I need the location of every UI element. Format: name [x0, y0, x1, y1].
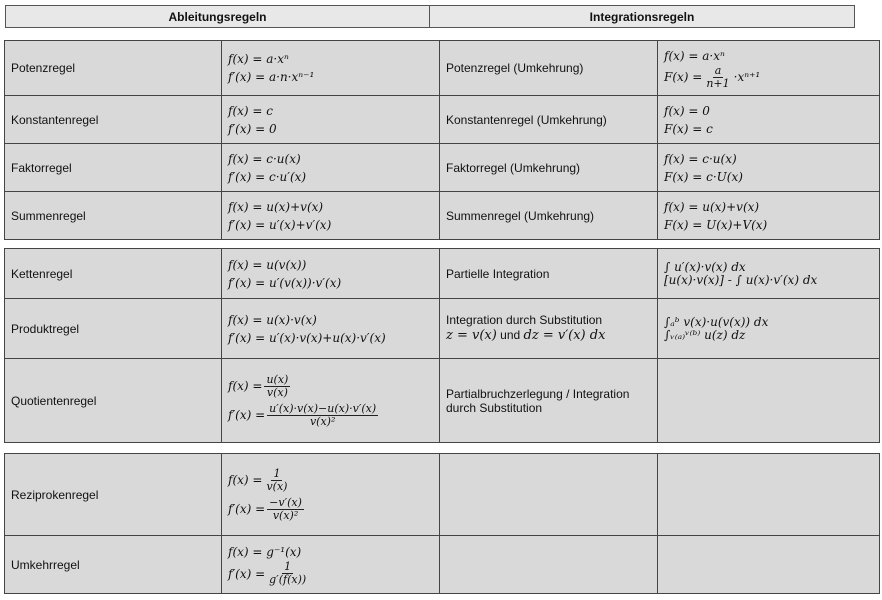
formula-line — [664, 65, 873, 90]
formula-line — [228, 374, 433, 399]
table-row — [5, 454, 880, 536]
denominator: v(x) — [266, 479, 288, 493]
derivative-formula — [222, 144, 440, 192]
formula-line: f(x) = c·u(x) — [228, 151, 301, 166]
formula-part: f′(x) = — [228, 566, 266, 581]
header-integrationsregeln: Integrationsregeln — [589, 9, 695, 24]
formula-line — [228, 497, 433, 522]
empty-cell — [658, 536, 880, 594]
formula-line: f(x) = a·xⁿ — [228, 52, 289, 66]
rule-name: Produktregel — [5, 299, 222, 359]
formula-line: f′(x) = c·u′(x) — [228, 169, 307, 184]
formula-line: f(x) = u(x)+v(x) — [664, 199, 760, 214]
rules-table-composite — [4, 248, 880, 443]
table-row — [5, 192, 880, 240]
formula-part: F(x) = — [664, 70, 703, 84]
empty-cell — [440, 536, 658, 594]
integration-rule-name: Potenzregel (Umkehrung) — [440, 41, 658, 96]
rule-name: Reziprokenregel — [5, 454, 222, 536]
rules-table-basic — [4, 40, 880, 240]
integration-rule-name: Summenregel (Umkehrung) — [440, 192, 658, 240]
integration-formula — [658, 144, 880, 192]
rule-name: Potenzregel — [5, 41, 222, 96]
formula-line — [228, 403, 433, 428]
formula-part: z = v(x) — [446, 327, 497, 343]
fraction — [264, 468, 289, 493]
denominator: v(x) — [266, 385, 288, 399]
integration-formula — [658, 299, 880, 359]
formula-line: ∫ᵥ₍ₐ₎ᵛ⁽ᵇ⁾ u(z) dz — [664, 327, 746, 342]
formula-line: F(x) = c·U(x) — [664, 169, 743, 184]
formula-line: [u(x)·v(x)] - ∫ u(x)·v′(x) dx — [664, 272, 818, 287]
substitution-line — [446, 327, 651, 345]
fraction — [267, 403, 378, 428]
formula-line: f(x) = u(v(x)) — [228, 257, 307, 272]
empty-cell — [440, 454, 658, 536]
formula-line: ∫ₐᵇ v(x)·u(v(x)) dx — [664, 314, 769, 329]
table-row — [5, 96, 880, 144]
integration-rule-name: Partielle Integration — [440, 249, 658, 299]
table-row — [5, 144, 880, 192]
denominator: v(x)² — [309, 414, 336, 428]
fraction — [267, 561, 308, 586]
formula-line: f(x) = u(x)·v(x) — [228, 312, 317, 327]
connector-text: und — [496, 327, 524, 342]
integration-rule-name: Konstantenregel (Umkehrung) — [440, 96, 658, 144]
fraction — [704, 65, 731, 90]
derivative-formula — [222, 299, 440, 359]
integration-rule-label: Integration durch Substitution — [446, 312, 603, 327]
formula-part: ·xⁿ⁺¹ — [733, 70, 761, 84]
derivative-formula — [222, 536, 440, 594]
formula-line: f′(x) = u′(x)+v′(x) — [228, 217, 332, 232]
formula-line — [228, 468, 433, 493]
integration-formula — [658, 249, 880, 299]
formula-line: f(x) = 0 — [664, 103, 710, 118]
formula-part: f(x) = — [228, 473, 263, 487]
formula-line: f′(x) = a·n·xⁿ⁻¹ — [228, 70, 315, 84]
formula-line: f(x) = g⁻¹(x) — [228, 545, 302, 559]
numerator: 1 — [273, 466, 281, 480]
integration-formula — [658, 41, 880, 96]
formula-line — [228, 561, 433, 586]
integration-formula — [658, 192, 880, 240]
formula-line: f(x) = u(x)+v(x) — [228, 199, 324, 214]
numerator: u(x) — [266, 372, 289, 386]
formula-part: dz = v′(x) dx — [523, 327, 606, 343]
numerator: 1 — [284, 560, 292, 573]
formula-line: f′(x) = u′(v(x))·v′(x) — [228, 275, 342, 290]
integration-rule-name: Partialbruchzerlegung / Integration durch Substitution — [440, 359, 658, 443]
rule-name: Quotientenregel — [5, 359, 222, 443]
formula-part: f′(x) = — [228, 502, 266, 516]
table-row — [5, 536, 880, 594]
table-row — [5, 249, 880, 299]
rule-name: Konstantenregel — [5, 96, 222, 144]
table-row — [5, 299, 880, 359]
derivative-formula — [222, 96, 440, 144]
empty-cell — [658, 359, 880, 443]
rule-name: Summenregel — [5, 192, 222, 240]
formula-line: ∫ u′(x)·v(x) dx — [664, 259, 746, 274]
rule-name: Umkehrregel — [5, 536, 222, 594]
formula-part: f(x) = — [228, 379, 263, 393]
rule-name: Faktorregel — [5, 144, 222, 192]
table-row — [5, 41, 880, 96]
denominator: g′(f(x)) — [269, 573, 307, 586]
derivative-formula — [222, 359, 440, 443]
header-row — [5, 5, 855, 28]
integration-rule-name — [440, 299, 658, 359]
formula-line: f(x) = a·xⁿ — [664, 48, 725, 63]
rule-name: Kettenregel — [5, 249, 222, 299]
numerator: a — [714, 63, 722, 77]
derivative-formula — [222, 249, 440, 299]
header-ableitungsregeln: Ableitungsregeln — [6, 6, 430, 27]
derivative-formula — [222, 41, 440, 96]
denominator: v(x)² — [272, 508, 299, 522]
integration-formula — [658, 96, 880, 144]
formula-line: f′(x) = u′(x)·v(x)+u(x)·v′(x) — [228, 330, 386, 345]
empty-cell — [658, 454, 880, 536]
integration-rule-name: Faktorregel (Umkehrung) — [440, 144, 658, 192]
derivative-formula — [222, 192, 440, 240]
formula-line: f′(x) = 0 — [228, 121, 277, 136]
formula-line: F(x) = U(x)+V(x) — [664, 217, 768, 232]
numerator: −v′(x) — [269, 495, 302, 509]
formula-line: f(x) = c·u(x) — [664, 151, 737, 166]
derivative-formula — [222, 454, 440, 536]
denominator: n+1 — [706, 76, 730, 90]
fraction — [264, 374, 290, 399]
table-row — [5, 359, 880, 443]
rules-table-special — [4, 453, 880, 594]
formula-line: f(x) = c — [228, 103, 273, 118]
formula-line: F(x) = c — [664, 121, 713, 136]
fraction — [267, 497, 304, 522]
formula-part: f′(x) = — [228, 408, 266, 422]
numerator: u′(x)·v(x)−u(x)·v′(x) — [269, 401, 377, 415]
